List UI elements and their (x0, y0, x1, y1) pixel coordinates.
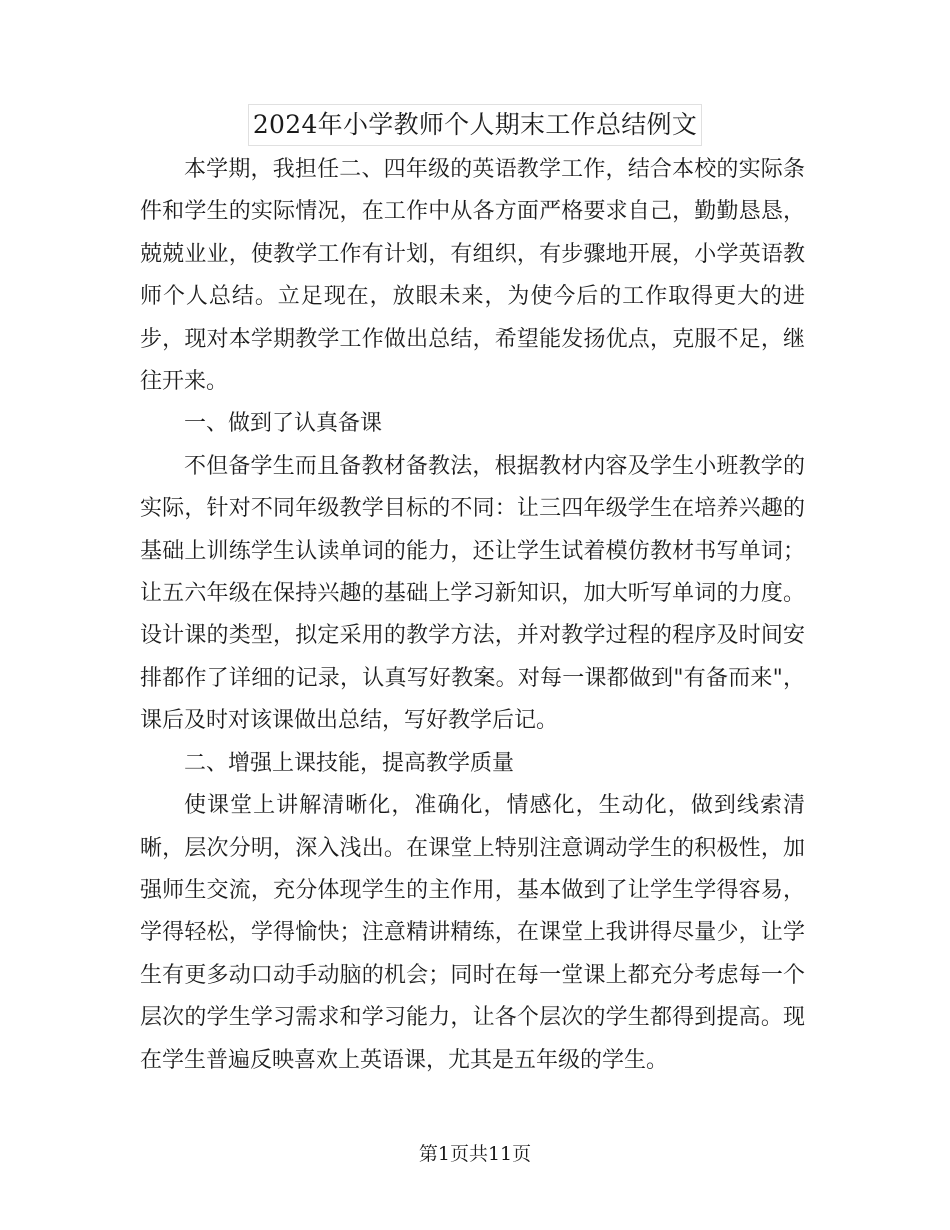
paragraph-teaching-quality: 使课堂上讲解清晰化，准确化，情感化，生动化，做到线索清晰，层次分明，深入浅出。在课堂上特别注意调动学生的积极性，加强师生交流，充分体现学生的主作用，基本做到了让学生学得容易，学得轻松，学得愉快；注意精讲精练，在课堂上我讲得尽量少，让学生有更多动口动手动脑的机会；同时在每一堂课上都充分考虑每一个层次的学生学习需求和学习能力，让各个层次的学生都得到提高。现在学生普遍反映喜欢上英语课，尤其是五年级的学生。 (140, 793, 805, 1073)
document-title: 2024年小学教师个人期末工作总结例文 (248, 104, 702, 146)
paragraph-lesson-prep: 不但备学生而且备教材备教法，根据教材内容及学生小班教学的实际，针对不同年级教学目标的不同：让三四年级学生在培养兴趣的基础上训练学生认读单词的能力，还让学生试着模仿教材书写单词；让五六年级在保持兴趣的基础上学习新知识，加大听写单词的力度。设计课的类型，拟定采用的教学方法，并对教学过程的程序及时间安排都作了详细的记录，认真写好教案。对每一课都做到"有备而来"，课后及时对该课做出总结，写好教学后记。 (140, 453, 805, 734)
page-indicator: 第1页共11页 (418, 1143, 532, 1165)
document-body (140, 149, 805, 1082)
paragraph-intro: 本学期，我担任二、四年级的英语教学工作，结合本校的实际条件和学生的实际情况，在工作中从各方面严格要求自己，勤勤恳恳，兢兢业业，使教学工作有计划，有组织，有步骤地开展，小学英语教师个人总结。立足现在，放眼未来，为使今后的工作取得更大的进步，现对本学期教学工作做出总结，希望能发扬优点，克服不足，继往开来。 (140, 157, 805, 395)
section-heading-2: 二、增强上课技能，提高教学质量 (184, 750, 515, 776)
section-heading-1: 一、做到了认真备课 (184, 411, 383, 437)
document-title-container (0, 104, 950, 146)
page-footer (0, 1140, 950, 1168)
